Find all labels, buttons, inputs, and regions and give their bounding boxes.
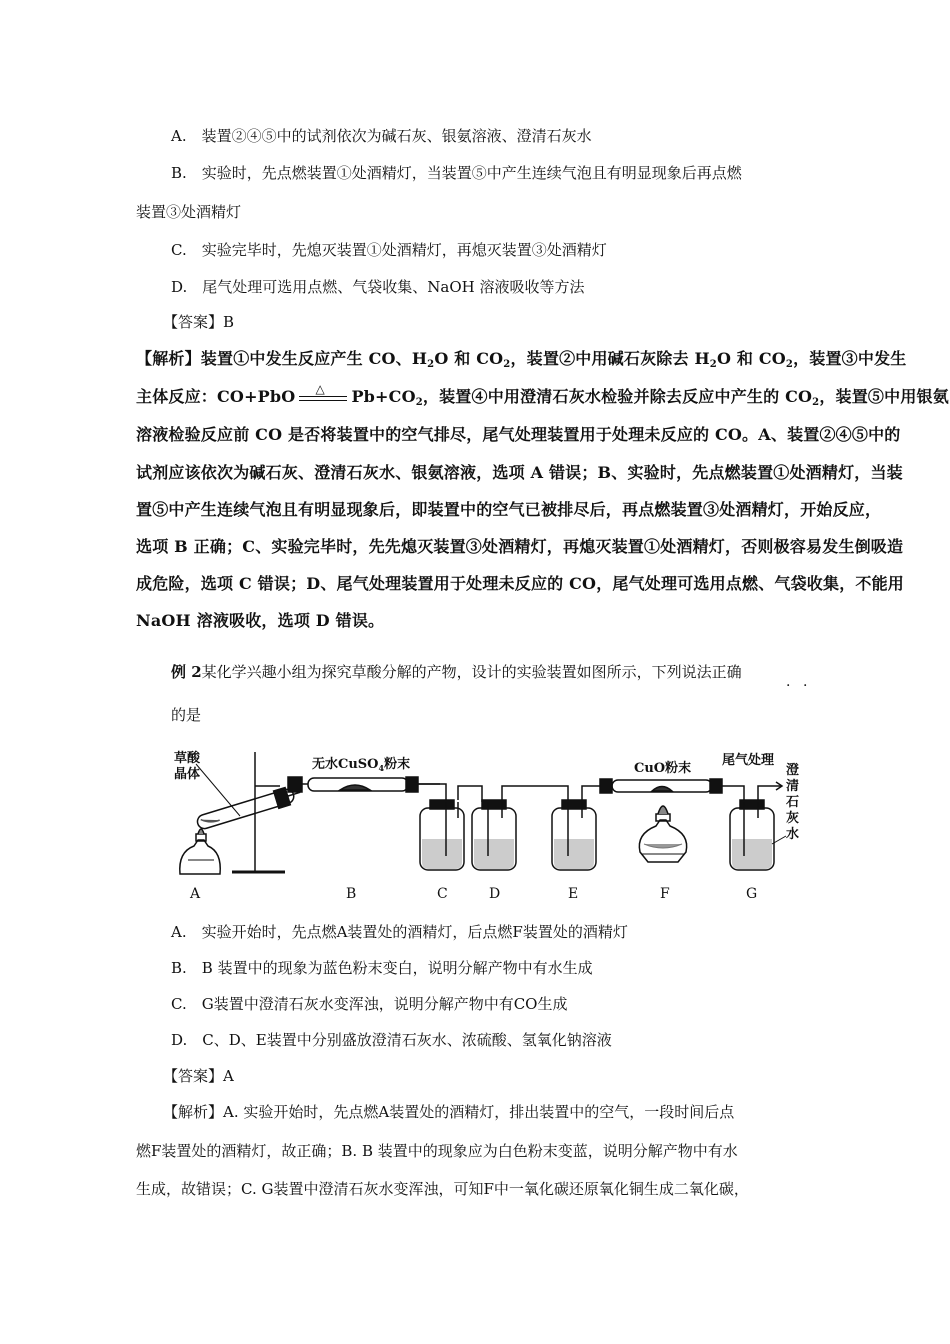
device-g-bottle <box>730 800 774 870</box>
letter-b: B <box>346 886 357 902</box>
q1-option-b: B. 实验时，先点燃装置①处酒精灯，当装置⑤中产生连续气泡且有明显现象后再点燃 <box>171 164 742 182</box>
pointer-line <box>196 764 240 816</box>
device-e-bottle <box>552 800 596 870</box>
q1-option-d: D. 尾气处理可选用点燃、气袋收集、NaOH 溶液吸收等方法 <box>171 278 585 296</box>
apparatus-diagram <box>160 744 800 904</box>
emphasis-dot: · <box>803 678 808 694</box>
q2-solution-line-1: 【解析】A. 实验开始时，先点燃A装置处的酒精灯，排出装置中的空气，一段时间后点 <box>163 1103 735 1121</box>
q1-answer: 【答案】B <box>163 313 235 331</box>
label-oxalic-acid: 草酸 <box>174 751 201 766</box>
q1-solution-line-5: 置⑤中产生连续气泡且有明显现象后，即装置中的空气已被排尽后，再点燃装置③处酒精灯，开始反应， <box>136 500 882 519</box>
device-f-cuo-tube <box>600 779 722 862</box>
q1-solution-line-8: NaOH 溶液吸收，选项 D 错误。 <box>136 611 385 630</box>
label-anhydrous-cuso4: 无水CuSO$_4$粉末 <box>312 757 411 773</box>
q2-option-a: A. 实验开始时，先点燃A装置处的酒精灯，后点燃F装置处的酒精灯 <box>171 923 628 941</box>
q2-option-c: C. G装置中澄清石灰水变浑浊，说明分解产物中有CO生成 <box>171 995 568 1013</box>
letter-d: D <box>489 886 501 902</box>
q1-option-b-continued: 装置③处酒精灯 <box>136 203 242 221</box>
device-c-bottle <box>420 800 464 870</box>
q1-solution-line-6: 选项 B 正确；C、实验完毕时，先先熄灭装置③处酒精灯，再熄灭装置①处酒精灯，否则极容易发生倒吸造 <box>136 537 904 556</box>
emphasis-dot: · <box>786 678 791 694</box>
device-b-cuso4-tube <box>288 777 440 792</box>
q2-solution-line-2: 燃F装置处的酒精灯，故正确；B. B 装置中的现象应为白色粉末变蓝，说明分解产物中有水 <box>136 1142 738 1160</box>
q1-solution-line-3: 溶液检验反应前 CO 是否将装置中的空气排尽，尾气处理装置用于处理未反应的 CO。A、装置②④⑤中的 <box>136 425 901 444</box>
q2-stem-line-2: 的是 <box>171 706 202 724</box>
letter-a: A <box>190 886 201 902</box>
q2-stem-line-1: 例 2某化学兴趣小组为探究草酸分解的产物，设计的实验装置如图所示，下列说法正确 <box>171 663 742 681</box>
q1-option-c: C. 实验完毕时，先熄灭装置①处酒精灯，再熄灭装置③处酒精灯 <box>171 241 607 259</box>
label-limewater-2: 清 <box>786 779 800 794</box>
reaction-products: Pb+CO <box>351 387 416 406</box>
q1-solution-line-1: 【解析】装置①中发生反应产生 CO、$H_2O$ 和 $CO_2$，装置②中用碱石灰除去 $H_2O$ 和 $CO_2$，装置③中发生 <box>136 349 907 370</box>
example-label: 例 2 <box>171 663 202 681</box>
letter-g: G <box>746 886 758 902</box>
q2-option-d: D. C、D、E装置中分别盛放澄清石灰水、浓硫酸、氢氧化钠溶液 <box>171 1031 612 1049</box>
q2-answer: 【答案】A <box>163 1067 234 1085</box>
label-limewater-1: 澄 <box>786 763 800 778</box>
q1-solution-line-4: 试剂应该依次为碱石灰、澄清石灰水、银氨溶液，选项 A 错误；B、实验时，先点燃装置①处酒精灯，当装 <box>136 463 903 482</box>
label-limewater-4: 灰 <box>786 811 800 826</box>
label-crystal: 晶体 <box>174 767 201 782</box>
letter-f: F <box>660 886 670 902</box>
q1-solution-line-2: 主体反应：CO+PbO △ $Pb+CO_2$，装置④中用澄清石灰水检验并除去反应中产生的 $CO_2$，装置⑤中用银氨 <box>136 381 949 408</box>
label-cuo-powder: CuO粉末 <box>634 761 692 776</box>
heat-equals-sign: △ <box>295 391 351 405</box>
letter-e: E <box>568 886 579 902</box>
q1-option-a: A. 装置②④⑤中的试剂依次为碱石灰、银氨溶液、澄清石灰水 <box>171 127 592 145</box>
reaction-reactants: 主体反应：CO+PbO <box>136 387 296 406</box>
device-d-bottle <box>472 800 516 870</box>
label-limewater-3: 石 <box>786 795 800 810</box>
q2-solution-line-3: 生成，故错误；C. G装置中澄清石灰水变浑浊，可知F中一氧化碳还原氧化铜生成二氧化碳， <box>136 1180 749 1198</box>
letter-c: C <box>437 886 448 902</box>
label-tail-gas: 尾气处理 <box>722 753 775 768</box>
q2-option-b: B. B 装置中的现象为蓝色粉末变白，说明分解产物中有水生成 <box>171 959 593 977</box>
label-limewater-5: 水 <box>786 827 800 842</box>
q1-solution-line-7: 成危险，选项 C 错误；D、尾气处理装置用于处理未反应的 CO，尾气处理可选用点燃、气袋收集，不能用 <box>136 574 904 593</box>
